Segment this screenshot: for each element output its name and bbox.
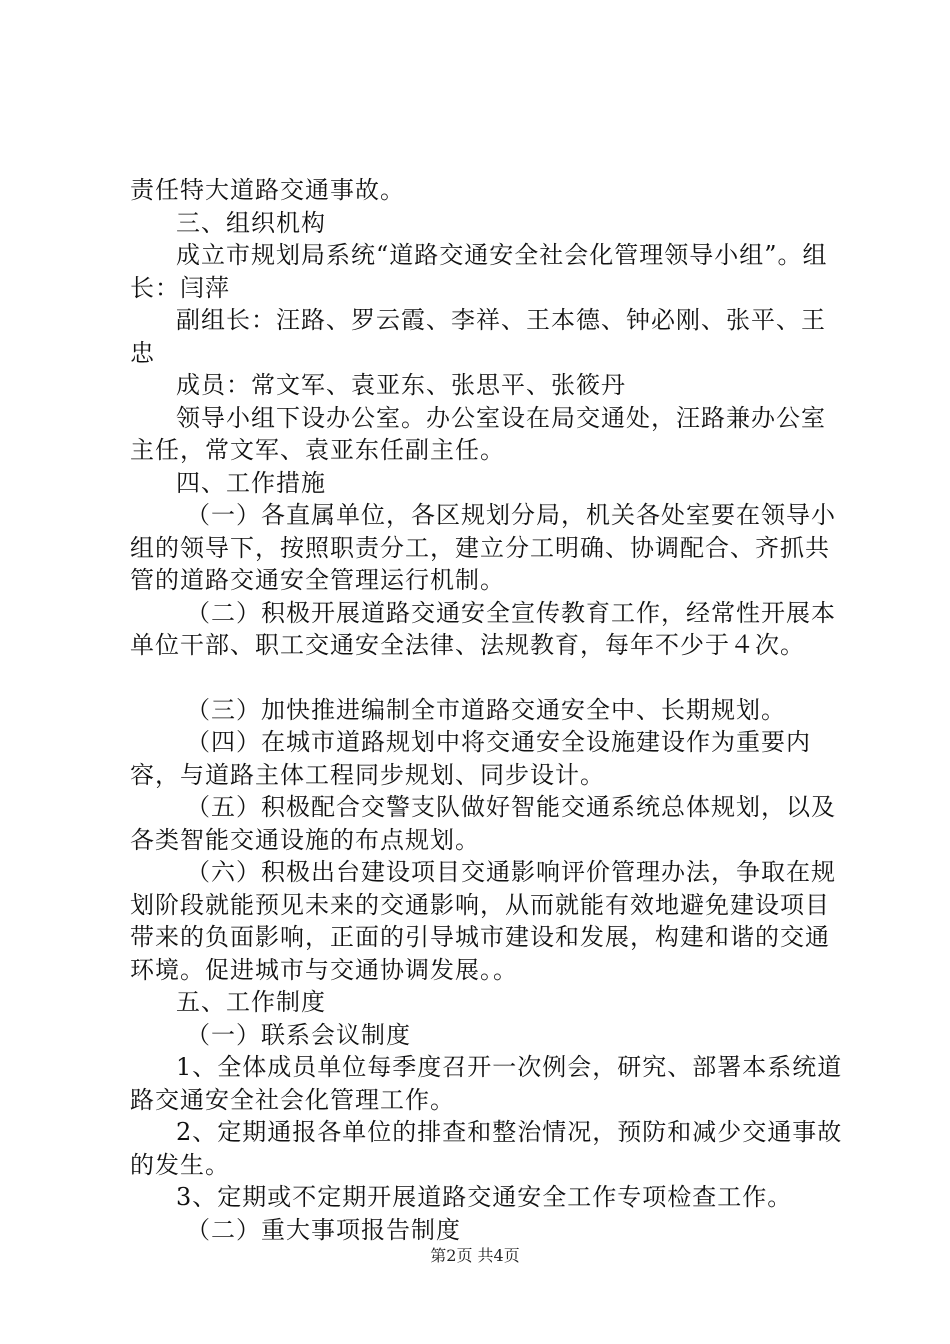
paragraph: 2、定期通报各单位的排查和整治情况，预防和减少交通事故的发生。 — [130, 1118, 843, 1179]
paragraph: 五、工作制度 — [176, 988, 326, 1016]
paragraph: （五）积极配合交警支队做好智能交通系统总体规划，以及各类智能交通设施的布点规划。 — [130, 793, 836, 854]
paragraph: （一）各直属单位，各区规划分局，机关各处室要在领导小组的领导下，按照职责分工，建立分工明确、协调配合、齐抓共管的道路交通安全管理运行机制。 — [130, 501, 836, 594]
blank-line — [130, 662, 850, 694]
paragraph: 成立市规划局系统“道路交通安全社会化管理领导小组”。组长：闫萍 — [130, 241, 828, 302]
paragraph: 四、工作措施 — [176, 468, 326, 497]
paragraph: （四）在城市道路规划中将交通安全设施建设作为重要内容，与道路主体工程同步规划、同步设计。 — [130, 728, 811, 789]
document-body — [130, 174, 850, 1246]
paragraph: （一）联系会议制度 — [186, 1020, 411, 1049]
paragraph: （二）积极开展道路交通安全宣传教育工作，经常性开展本单位干部、职工交通安全法律、法规教育，每年不少于４次。 — [130, 598, 836, 659]
paragraph: （六）积极出台建设项目交通影响评价管理办法，争取在规划阶段就能预见未来的交通影响，从而就能有效地避免建设项目带来的负面影响，正面的引导城市建设和发展，构建和谐的交通环境。促进城市与交通协调发展。。 — [130, 858, 836, 984]
paragraph: （二）重大事项报告制度 — [186, 1215, 461, 1244]
page-footer: 第2页 共4页 — [430, 1246, 520, 1265]
paragraph: 领导小组下设办公室。办公室设在局交通处，汪路兼办公室主任，常文军、袁亚东任副主任。 — [130, 403, 826, 464]
paragraph: 副组长：汪路、罗云霞、李祥、王本德、钟必刚、张平、王忠 — [130, 306, 826, 367]
paragraph: 责任特大道路交通事故。 — [130, 176, 405, 204]
paragraph: 三、组织机构 — [176, 208, 326, 237]
paragraph: 成员：常文军、袁亚东、张思平、张筱丹 — [176, 371, 626, 399]
paragraph: 1、全体成员单位每季度召开一次例会，研究、部署本系统道路交通安全社会化管理工作。 — [130, 1053, 843, 1114]
paragraph: （三）加快推进编制全市道路交通安全中、长期规划。 — [186, 695, 786, 724]
paragraph: 3、定期或不定期开展道路交通安全工作专项检查工作。 — [176, 1183, 793, 1211]
